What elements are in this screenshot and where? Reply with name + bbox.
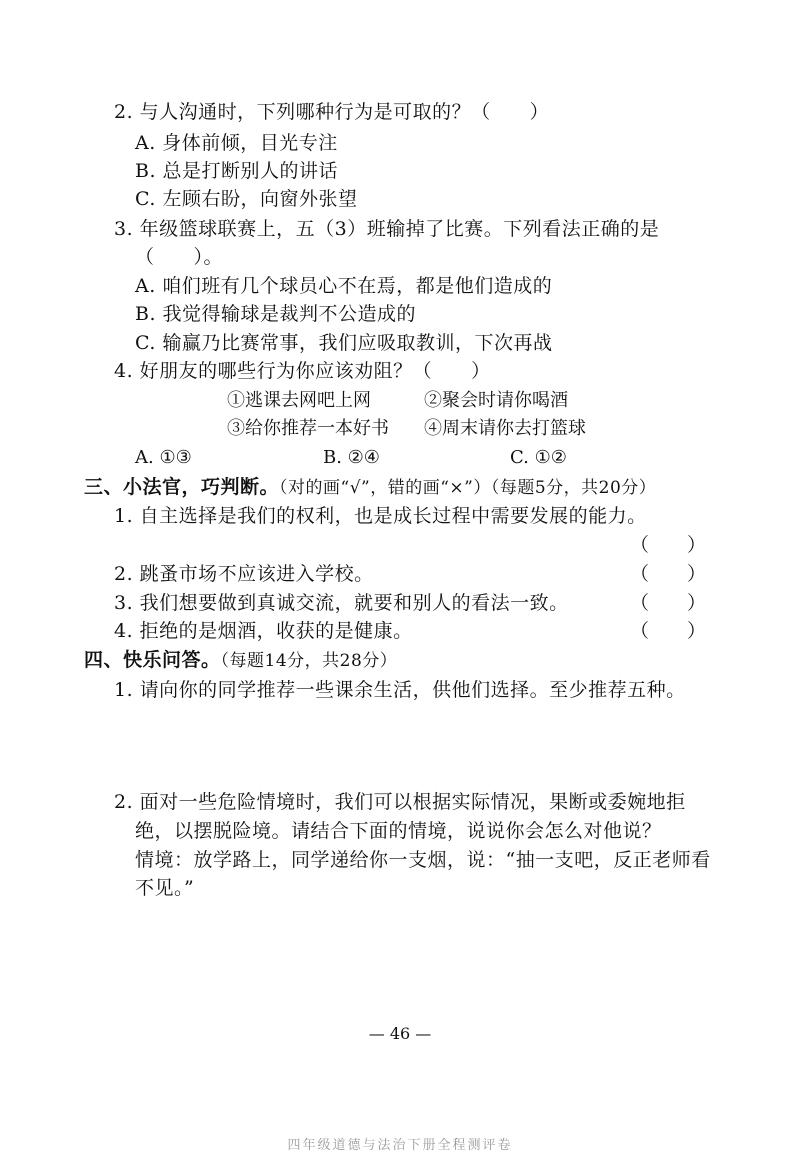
q4-item-1: ①逃课去网吧上网 xyxy=(227,390,371,411)
judge-item-4: 4. 拒绝的是烟酒，收获的是健康。 xyxy=(114,620,413,642)
page-footer: 四年级道德与法治下册全程测评卷 xyxy=(287,1138,513,1153)
q3-stem-line2: （ ）。 xyxy=(135,246,224,268)
q3-stem-line1: 3. 年级篮球联赛上，五（3）班输掉了比赛。下列看法正确的是 xyxy=(114,218,660,240)
section4-heading xyxy=(84,646,397,675)
section3-heading xyxy=(84,473,656,502)
judge-item-1: 1. 自主选择是我们的权利，也是成长过程中需要发展的能力。 xyxy=(114,505,647,527)
qa-question-1: 1. 请向你的同学推荐一些课余生活，供他们选择。至少推荐五种。 xyxy=(114,679,686,701)
q4-item-2: ②聚会时请你喝酒 xyxy=(424,390,568,411)
q4-item-3: ③给你推荐一本好书 xyxy=(227,418,389,439)
q4-choice-b: B. ②④ xyxy=(323,447,380,468)
qa-question-2-line2: 绝，以摆脱险境。请结合下面的情境，说说你会怎么对他说？ xyxy=(135,820,662,842)
q4-choice-c: C. ①② xyxy=(510,447,567,468)
judge-answer-1[interactable]: （ ） xyxy=(630,534,707,556)
judge-item-2: 2. 跳蚤市场不应该进入学校。 xyxy=(114,563,374,585)
q4-item-4: ④周末请你去打篮球 xyxy=(424,418,586,439)
q4-stem: 4. 好朋友的哪些行为你应该劝阻？（ ） xyxy=(114,360,491,382)
qa-question-2-line4: 不见。” xyxy=(135,877,195,899)
q3-option-c: C. 输赢乃比赛常事，我们应吸取教训，下次再战 xyxy=(135,332,553,354)
q4-choice-a: A. ①③ xyxy=(135,447,192,468)
section3-note: （对的画“√”，错的画“×”）（每题5分，共20分） xyxy=(279,478,657,498)
q2-option-c: C. 左顾右盼，向窗外张望 xyxy=(135,188,358,210)
qa-question-2-line3: 情境：放学路上，同学递给你一支烟，说：“抽一支吧，反正老师看 xyxy=(135,849,711,871)
q2-option-b: B. 总是打断别人的讲话 xyxy=(135,160,339,182)
section4-title: 四、快乐问答。 xyxy=(84,649,221,671)
section3-title: 三、小法官，巧判断。 xyxy=(84,476,280,498)
q3-option-b: B. 我觉得输球是裁判不公造成的 xyxy=(135,303,417,325)
section4-note: （每题14分，共28分） xyxy=(220,651,398,671)
q3-option-a: A. 咱们班有几个球员心不在焉，都是他们造成的 xyxy=(135,275,553,297)
judge-answer-3[interactable]: （ ） xyxy=(630,592,707,614)
q2-option-a: A. 身体前倾，目光专注 xyxy=(135,132,338,154)
judge-item-3: 3. 我们想要做到真诚交流，就要和别人的看法一致。 xyxy=(114,592,569,614)
page-number: — 46 — xyxy=(368,1024,432,1043)
judge-answer-4[interactable]: （ ） xyxy=(630,620,707,642)
judge-answer-2[interactable]: （ ） xyxy=(630,563,707,585)
q2-stem: 2. 与人沟通时，下列哪种行为是可取的？（ ） xyxy=(114,101,550,123)
qa-question-2-line1: 2. 面对一些危险情境时，我们可以根据实际情况，果断或委婉地拒 xyxy=(114,791,686,813)
